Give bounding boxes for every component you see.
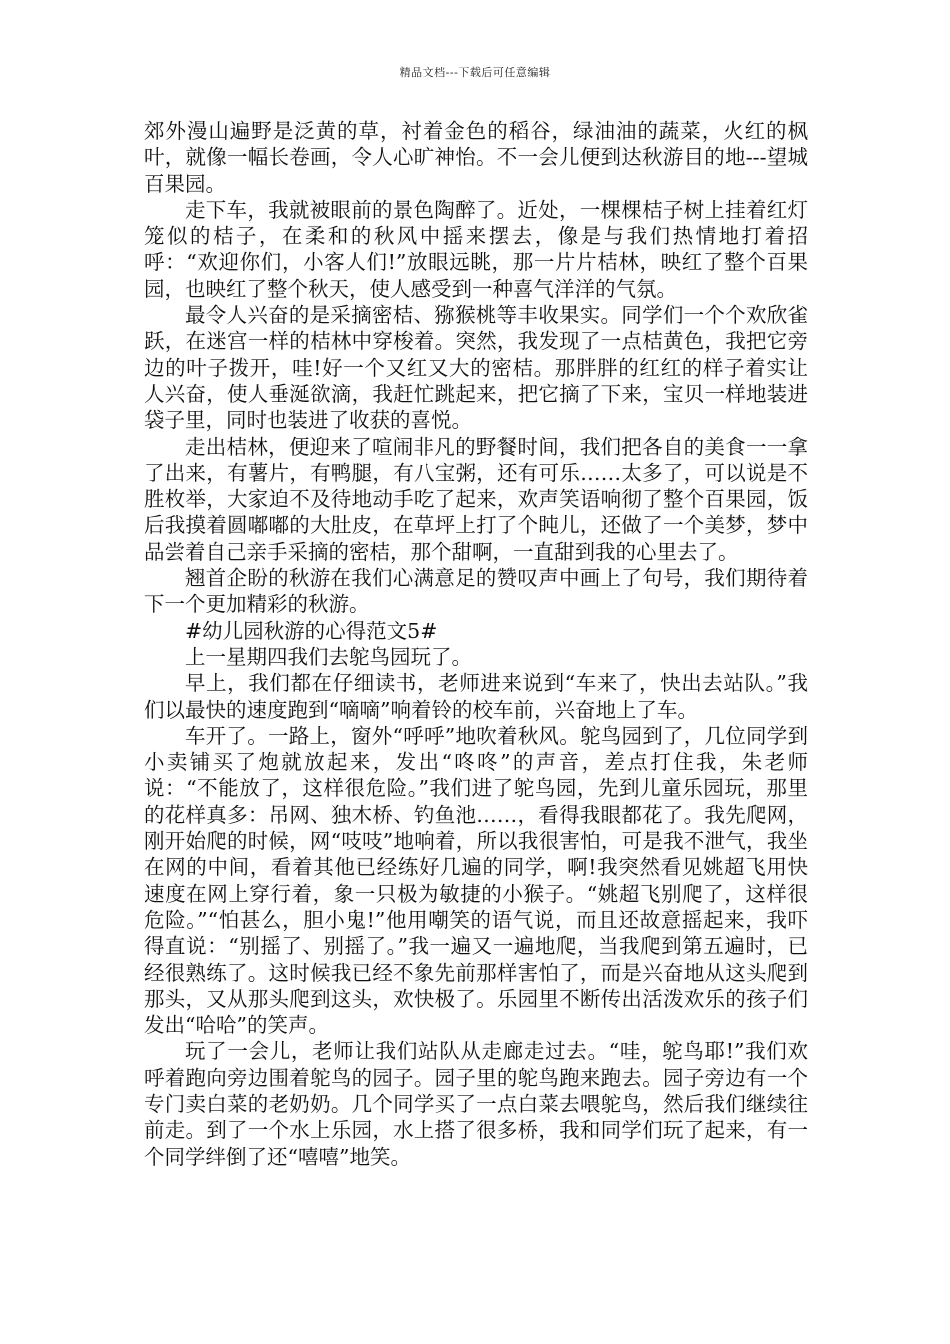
document-body [144, 118, 808, 1170]
paragraph: 最令人兴奋的是采摘密桔、猕猴桃等丰收果实。同学们一个个欢欣雀跃，在迷宫一样的桔林中穿梭着。突然，我发现了一点桔黄色，我把它旁边的叶子拨开，哇!好一个又红又大的密桔。那胖胖的红红的样子着实让人兴奋，使人垂涎欲滴，我赶忙跳起来，把它摘了下来，宝贝一样地装进袋子里，同时也装进了收获的喜悦。 [144, 303, 808, 433]
paragraph: 上一星期四我们去鸵鸟园玩了。 [185, 644, 472, 669]
paragraph: 车开了。一路上，窗外“呼呼”地吹着秋风。鸵鸟园到了，几位同学到小卖铺买了炮就放起来，发出“咚咚”的声音，差点打住我，朱老师说：“不能放了，这样很危险。”我们进了鸵鸟园，先到儿童乐园玩，那里的花样真多：吊网、独木桥、钓鱼池……，看得我眼都花了。我先爬网，刚开始爬的时候，网“吱吱”地响着，所以我很害怕，可是我不泄气，我坐在网的中间，看着其他已经练好几遍的同学，啊!我突然看见姚超飞用快速度在网上穿行着，象一只极为敏捷的小猴子。“姚超飞别爬了，这样很危险。”“怕甚么，胆小鬼!”他用嘲笑的语气说，而且还故意摇起来，我吓得直说：“别摇了、别摇了。”我一遍又一遍地爬，当我爬到第五遍时，已经很熟练了。这时候我已经不象先前那样害怕了，而是兴奋地从这头爬到那头，又从那头爬到这头，欢快极了。乐园里不断传出活泼欢乐的孩子们发出“哈哈”的笑声。 [144, 723, 808, 1038]
paragraph: 郊外漫山遍野是泛黄的草，衬着金色的稻谷，绿油油的蔬菜，火红的枫叶，就像一幅长卷画，令人心旷神怡。不一会儿便到达秋游目的地---望城百果园。 [144, 119, 808, 196]
paragraph: 早上，我们都在仔细读书，老师进来说到“车来了，快出去站队。”我们以最快的速度跑到“嘀嘀”响着铃的校车前，兴奋地上了车。 [144, 671, 808, 722]
paragraph: 走出桔林，便迎来了喧闹非凡的野餐时间，我们把各自的美食一一拿了出来，有薯片，有鸭腿，有八宝粥，还有可乐……太多了，可以说是不胜枚举，大家迫不及待地动手吃了起来，欢声笑语响彻了整个百果园，饭后我摸着圆嘟嘟的大肚皮，在草坪上打了个盹儿，还做了一个美梦，梦中品尝着自己亲手采摘的密桔，那个甜啊，一直甜到我的心里去了。 [144, 434, 808, 564]
section-heading: #幼儿园秋游的心得范文5# [185, 618, 438, 643]
paragraph: 走下车，我就被眼前的景色陶醉了。近处，一棵棵桔子树上挂着红灯笼似的桔子，在柔和的秋风中摇来摆去，像是与我们热情地打着招呼：“欢迎你们，小客人们!”放眼远眺，那一片片桔林，映红了整个百果园，也映红了整个秋天，使人感受到一种喜气洋洋的气氛。 [144, 197, 808, 301]
page-header: 精品文档---下载后可任意编辑 [399, 66, 551, 79]
paragraph: 翘首企盼的秋游在我们心满意足的赞叹声中画上了句号，我们期待着下一个更加精彩的秋游。 [144, 566, 808, 617]
paragraph: 玩了一会儿，老师让我们站队从走廊走过去。“哇，鸵鸟耶!”我们欢呼着跑向旁边围着鸵鸟的园子。园子里的鸵鸟跑来跑去。园子旁边有一个专门卖白菜的老奶奶。几个同学买了一点白菜去喂鸵鸟，然后我们继续往前走。到了一个水上乐园，水上搭了很多桥，我和同学们玩了起来，有一个同学绊倒了还“嘻嘻”地笑。 [144, 1039, 808, 1169]
